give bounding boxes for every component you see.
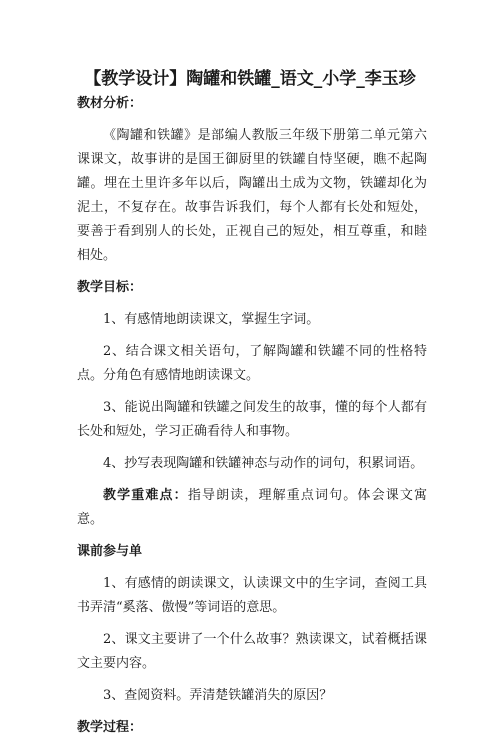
key-points-text: 指导朗读，理解重点词句。体会课文寓意。 (77, 488, 427, 527)
goal-item-2: 2、结合课文相关语句，了解陶罐和铁罐不同的性格特点。分角色有感情地朗读课文。 (77, 344, 427, 383)
goal-item-3: 3、能说出陶罐和铁罐之间发生的故事，懂的每个人都有长处和短处，学习正确看待人和事物。 (77, 400, 427, 439)
goal-item-1: 1、有感情地朗读课文，掌握生字词。 (103, 312, 320, 327)
key-points-label: 教学重难点： (103, 488, 188, 503)
key-points (77, 484, 427, 532)
preview-item-1: 1、有感情的朗读课文，认读课文中的生字词，查阅工具书弄清“奚落、傲慢”等词语的意思。 (77, 576, 427, 615)
preview-item-3: 3、查阅资料。弄清楚铁罐消失的原因？ (103, 688, 333, 703)
document-body (77, 92, 427, 740)
heading-analysis: 教材分析： (77, 96, 143, 111)
heading-preview: 课前参与单 (77, 544, 143, 559)
heading-process: 教学过程： (77, 720, 143, 735)
heading-goals: 教学目标： (77, 280, 143, 295)
preview-item-2: 2、课文主要讲了一个什么故事？熟读课文，试着概括课文主要内容。 (77, 632, 427, 671)
goal-item-4: 4、抄写表现陶罐和铁罐神态与动作的词句，积累词语。 (103, 456, 424, 471)
document-title: 【教学设计】陶罐和铁罐_语文_小学_李玉珍 (84, 69, 416, 89)
paragraph-analysis: 《陶罐和铁罐》是部编人教版三年级下册第二单元第六课课文，故事讲的是国王御厨里的铁罐自恃坚硬，瞧不起陶罐。埋在土里许多年以后，陶罐出土成为文物，铁罐却化为泥土，不复存在。故事告诉我们，每个人都有长处和短处，要善于看到别人的长处，正视自己的短处，相互尊重，和睦相处。 (77, 128, 427, 263)
